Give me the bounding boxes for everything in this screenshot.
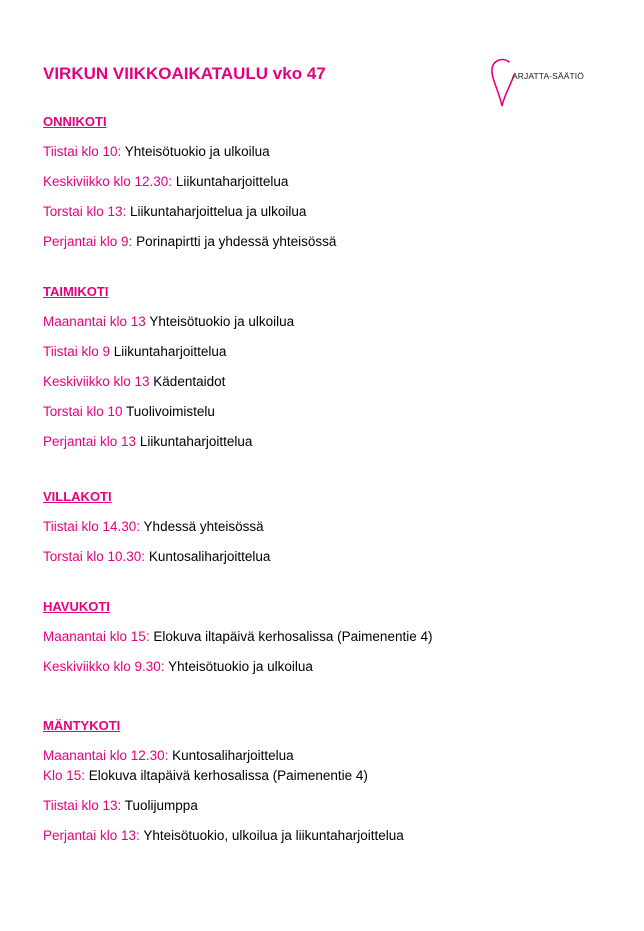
schedule-time: Klo 15: — [43, 768, 86, 783]
schedule-activity: Liikuntaharjoittelua — [172, 174, 289, 189]
schedule-row — [43, 172, 623, 192]
schedule-row — [43, 142, 623, 162]
section-heading: ONNIKOTI — [43, 114, 107, 129]
section-heading: MÄNTYKOTI — [43, 718, 121, 733]
schedule-time: Perjantai klo 13: — [43, 828, 140, 843]
section-heading: TAIMIKOTI — [43, 284, 109, 299]
schedule-activity: Kuntosaliharjoittelua — [145, 549, 271, 564]
schedule-activity: Liikuntaharjoittelua ja ulkoilua — [126, 204, 307, 219]
schedule-row — [43, 746, 623, 766]
section-mantykoti — [43, 716, 623, 846]
section-onnikoti — [43, 112, 623, 252]
schedule-time: Maanantai klo 12.30: — [43, 748, 169, 763]
logo-text: ARJATTA-SÄÄTIÖ — [512, 71, 584, 81]
schedule-activity: Yhteisötuokio, ulkoilua ja liikuntaharjoittelua — [139, 828, 404, 843]
schedule-time: Maanantai klo 15: — [43, 629, 150, 644]
schedule-row — [43, 342, 623, 362]
schedule-time: Tiistai klo 13: — [43, 798, 122, 813]
schedule-time: Perjantai klo 9: — [43, 234, 133, 249]
section-taimikoti — [43, 282, 623, 452]
schedule-row — [43, 517, 623, 537]
marjatta-logo — [487, 58, 597, 110]
schedule-activity: Porinapirtti ja yhdessä yhteisössä — [132, 234, 337, 249]
section-heading: VILLAKOTI — [43, 489, 112, 504]
schedule-row — [43, 312, 623, 332]
schedule-time: Torstai klo 10 — [43, 404, 123, 419]
schedule-time: Keskiviikko klo 12.30: — [43, 174, 173, 189]
schedule-activity: Elokuva iltapäivä kerhosalissa (Paimenentie 4) — [149, 629, 433, 644]
schedule-activity: Kuntosaliharjoittelua — [168, 748, 294, 763]
schedule-activity: Tuolijumppa — [121, 798, 198, 813]
section-heading: HAVUKOTI — [43, 599, 110, 614]
section-villakoti — [43, 487, 623, 567]
schedule-row — [43, 402, 623, 422]
schedule-time: Torstai klo 13: — [43, 204, 127, 219]
schedule-time: Keskiviikko klo 13 — [43, 374, 150, 389]
schedule-activity: Tuolivoimistelu — [122, 404, 215, 419]
schedule-time: Tiistai klo 10: — [43, 144, 122, 159]
schedule-row — [43, 372, 623, 392]
schedule-time: Tiistai klo 9 — [43, 344, 111, 359]
schedule-time: Maanantai klo 13 — [43, 314, 146, 329]
schedule-activity: Kädentaidot — [149, 374, 226, 389]
schedule-row — [43, 232, 623, 252]
schedule-row — [43, 766, 623, 786]
schedule-activity: Elokuva iltapäivä kerhosalissa (Paimenentie 4) — [85, 768, 368, 783]
schedule-row — [43, 202, 623, 222]
schedule-time: Keskiviikko klo 9.30: — [43, 659, 165, 674]
schedule-activity: Yhteisötuokio ja ulkoilua — [164, 659, 313, 674]
section-havukoti — [43, 597, 623, 677]
schedule-row — [43, 826, 623, 846]
schedule-activity: Yhteisötuokio ja ulkoilua — [121, 144, 270, 159]
schedule-activity: Yhteisötuokio ja ulkoilua — [145, 314, 295, 329]
schedule-row — [43, 627, 623, 647]
schedule-activity: Liikuntaharjoittelua — [136, 434, 253, 449]
schedule-row — [43, 432, 623, 452]
schedule-time: Tiistai klo 14.30: — [43, 519, 141, 534]
schedule-row — [43, 796, 623, 816]
schedule-time: Torstai klo 10.30: — [43, 549, 146, 564]
page-title: VIRKUN VIIKKOAIKATAULU vko 47 — [43, 64, 326, 83]
schedule-time: Perjantai klo 13 — [43, 434, 137, 449]
heart-icon — [487, 58, 517, 108]
schedule-activity: Liikuntaharjoittelua — [110, 344, 227, 359]
schedule-activity: Yhdessä yhteisössä — [140, 519, 264, 534]
schedule-row — [43, 547, 623, 567]
schedule-row — [43, 657, 623, 677]
